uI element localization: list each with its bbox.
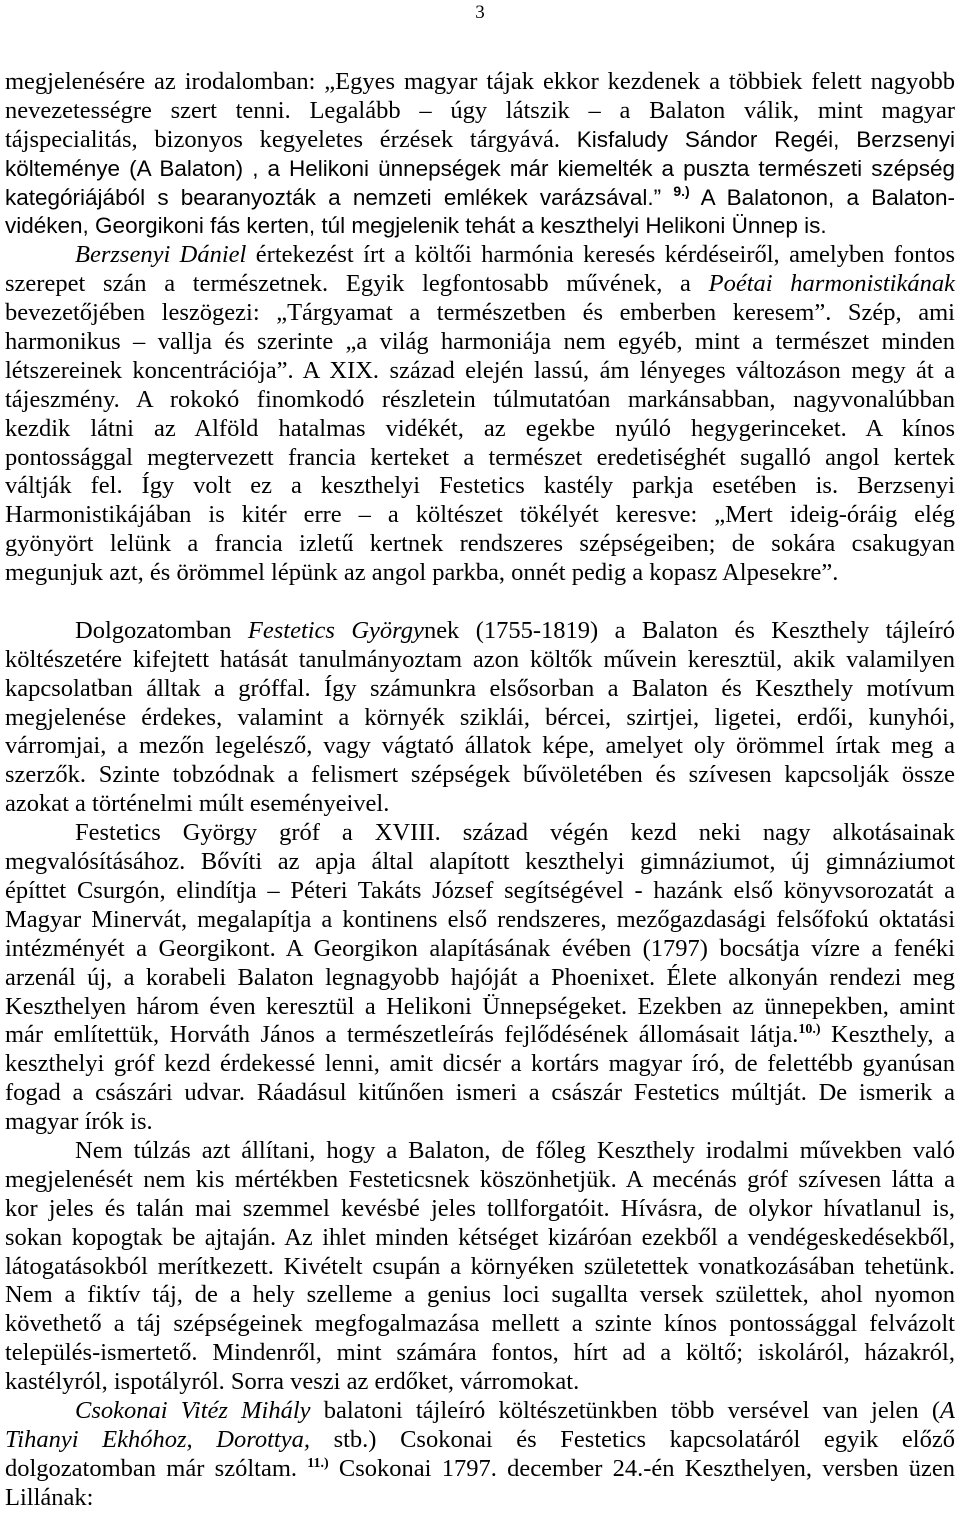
text-line [5,97,955,126]
text-line [5,530,955,559]
text-run: település-ismertető. Mindenről, mint számára fontos, hírt ad a költő; iskoláról, házakról, [5,1339,955,1367]
text-line [5,1281,955,1310]
text-run: megjelenésére az irodalomban: „Egyes magyar tájak ekkor kezdenek a többiek felett nagyobb [5,68,955,95]
text-line [5,646,955,675]
text-line [5,675,955,704]
footnote-ref: 10.) [798,1022,821,1038]
paragraph [5,617,955,819]
text-line [5,1079,955,1108]
text-run: bevezetőjében leszögezi: „Tárgyamat a természetben és emberben keresem”. Szép, ami [5,299,955,327]
sans-text: Kisfaludy Sándor Regéi, Berzsenyi [576,126,955,152]
text-run: Dolgozatomban [75,616,248,644]
text-line [5,1050,955,1079]
text-line [5,877,955,906]
text-line [5,761,955,790]
text-line [5,270,955,299]
document-body [5,68,955,1513]
text-line [5,1455,955,1484]
paragraph [5,819,955,1137]
text-run: magyar írók is. [5,1108,153,1136]
text-line [5,704,955,733]
text-line [5,1021,955,1050]
text-run: kapcsolatban álltak a gróffal. Így számunkra elsősorban a Balaton és Keszthely motívum [5,674,955,702]
text-run: váltják fel. Így volt ez a keszthelyi Festetics kastély parkja esetében is. Berzsenyi [5,472,955,500]
text-run: sokan kopogtak be ajtaján. Az ihlet minden kétséget kizáróan ezekből a vendégeskedésekből, [5,1223,955,1251]
text-line [5,559,955,588]
text-line [5,184,955,213]
text-run: szerzők. Szinte tobzódnak a felismert szépségek bűvöletében és szívesen kapcsolják össze [5,761,955,789]
text-run: azokat a történelmi múlt eseményeivel. [5,790,390,818]
text-run: megjelenése érdekes, valamint a környék sziklái, bércei, szirtjei, ligetei, erdői, kunyhói, [5,703,955,731]
italic-text: A [940,1396,955,1424]
text-run: nevezetességre szert tenni. Legalább – úgy látszik – a Balaton válik, mint magyar [5,96,955,124]
text-run: értekezést írt a költői harmónia keresés kérdéseiről, amelyben fontos [246,241,955,269]
text-line [5,1224,955,1253]
text-run: kastélyról, ispotályról. Sorra veszi az erdőket, várromokat. [5,1368,580,1396]
text-run: intézményét a Georgikont. A Georgikon alapításának évében (1797) bocsátja vízre a fenéki [5,934,955,962]
text-line [5,1397,955,1426]
text-run: tájeszmény. A rokokó finomkodó részletein túlmutatóan markánsabban, nagyvonalúbban [5,385,955,413]
text-run: megunjuk azt, és örömmel lépünk az angol parkba, onnét pedig a kopasz Alpesekre”. [5,559,839,587]
text-line [5,906,955,935]
text-line [5,1368,955,1397]
text-line [5,126,955,155]
text-run: harmonikus – vallja és szerinte „a világ harmoniája nem egyéb, mint a természet minden [5,328,955,356]
sans-text: A Balatonon, a Balaton- [689,184,955,210]
text-line [5,212,955,241]
text-line [5,155,955,184]
text-line [5,964,955,993]
text-line [5,68,955,97]
text-line [5,444,955,473]
text-run: Harmonistikájában is kitér erre – a költészet tökélyét keresve: „Mert ideig-óráig elég [5,501,955,529]
text-run: dolgozatomban már szóltam. [5,1454,308,1482]
text-run: keszthelyi gróf kezd érdekessé lenni, amit dicsér a kortárs magyar író, de felettébb gyanúsan [5,1050,955,1078]
italic-text: Poétai harmonistikának [708,270,955,298]
text-line [5,415,955,444]
text-line [5,1339,955,1368]
text-run: kor jeles és talán mai szemmel kevésbé jeles tollforgatóit. Hívásra, de olykor hívatlanul is, [5,1194,955,1222]
sans-text: költeménye (A Balaton) , a Helikoni ünnepségek már kiemelték a puszta természeti szépség [5,155,955,181]
footnote-ref: 9.) [673,182,690,199]
text-line [5,386,955,415]
text-run: Magyar Minervát, megalapítja a kontinens első rendszeres, mezőgazdasági felsőfokú oktatási [5,905,955,933]
paragraph [5,241,955,588]
text-line [5,299,955,328]
paragraph [5,1137,955,1397]
text-run: Nem túlzás azt állítani, hogy a Balaton, de főleg Keszthely irodalmi művekben való [75,1136,955,1164]
text-run: Csokonai 1797. december 24.-én Keszthelyen, versben üzen [328,1454,955,1482]
text-run: tájspecialitás, bizonyos kegyeletes érzések tárgyává. [5,125,577,153]
text-line [5,848,955,877]
text-line [5,993,955,1022]
text-run: stb.) Csokonai és Festetics kapcsolatáról egyik előző [309,1425,955,1453]
text-line [5,935,955,964]
italic-text: Csokonai Vitéz Mihály [75,1396,311,1424]
text-run: Festetics György gróf a XVIII. század végén kezd neki nagy alkotásainak [75,819,955,847]
text-run: látogatásokból merítkezett. Kivételt csupán a környéken születettek vonatkozásában tehetünk. [5,1252,955,1280]
text-line [5,357,955,386]
text-run: Keszthely, a [820,1021,955,1049]
sans-text: vidéken, Georgikoni fás kerten, túl megjelenik tehát a keszthelyi Helikoni Ünnep is. [5,213,827,239]
italic-text: Festetics György [247,616,424,644]
text-run: pontossággal megtervezett francia kerteket a természet eredetiséghét sugalló angol kertek [5,443,955,471]
text-line [5,1195,955,1224]
text-line [5,617,955,646]
text-run: szerepet szán a természetnek. Egyik legfontosabb művének, a [5,270,709,298]
text-run: Keszthelyen három éven keresztül a Helikoni Ünnepségeket. Ezekben az ünnepekben, amint [5,992,955,1020]
footnote-ref: 11.) [307,1455,329,1471]
text-run: arzenál új, a korabeli Balaton legnagyobb hajóját a Phoenixet. Élete alkonyán rendezi meg [5,963,955,991]
text-line [5,1426,955,1455]
text-line [5,732,955,761]
text-line [5,819,955,848]
text-line [5,241,955,270]
text-run: fogad a császári udvar. Ráadásul kitűnően ismeri a császár Festetics múltját. De ismerik a [5,1079,955,1107]
paragraph [5,1397,955,1513]
paragraph [5,68,955,241]
text-line [5,1137,955,1166]
text-run: gyönyört lelünk a francia izletű kertnek rendszeres szépségeiben; de sokára csakugyan [5,530,955,558]
text-line [5,328,955,357]
text-line [5,472,955,501]
text-run: költészetére kifejtett hatását tanulmányoztam azon költők művein keresztül, akik valamilyen [5,645,955,673]
text-run: nek (1755-1819) a Balaton és Keszthely tájleíró [423,616,955,644]
text-run: várromjai, a mezőn legelésző, vagy vágtató állatok képe, amelyet oly örömmel írtak meg a [5,732,955,760]
text-run: balatoni tájleíró költészetünkben több versével van jelen ( [310,1396,941,1424]
text-run: Lillának: [5,1483,94,1511]
text-line [5,790,955,819]
text-line [5,1484,955,1513]
sans-text: kategóriájából s bearanyozták a nemzeti emlékek varázsával.” [5,184,674,210]
italic-text: Tihanyi Ekhóhoz, Dorottya, [5,1425,310,1453]
italic-text: Berzsenyi Dániel [75,241,247,269]
text-run: Nem a fiktív táj, de a hely szelleme a genius loci sugallta versek születtek, ahol nyomon [5,1281,955,1309]
page-number: 3 [475,2,485,23]
text-run: megvalósításához. Bővíti az apja által alapított keszthelyi gimnáziumot, új gimnáziumot [5,848,955,876]
text-line [5,1310,955,1339]
text-run: építtet Csurgón, elindítja – Péteri Takáts József segítségével - hazánk első könyvsorozatát a [5,876,955,904]
text-run: már említettük, Horváth János a természetleírás fejlődésének állomásait látja. [5,1021,799,1049]
text-run: követhető a táj szépségeinek megfogalmazása mellett a szinte kínos pontossággal felvázolt [5,1310,955,1338]
text-run: létszereinek koncentrációja”. A XIX. század elején lassú, ám lényeges változáson megy át a [5,356,955,384]
text-run: kezdik látni az Alföld hatalmas vidékét, az egekbe nyúló hegygerinceket. A kínos [5,414,955,442]
text-line [5,1108,955,1137]
text-run: megjelenését nem kis mértékben Festeticsnek köszönhetjük. A mecénás gróf szívesen látta a [5,1165,955,1193]
text-line [5,1253,955,1282]
text-line [5,501,955,530]
text-line [5,1166,955,1195]
